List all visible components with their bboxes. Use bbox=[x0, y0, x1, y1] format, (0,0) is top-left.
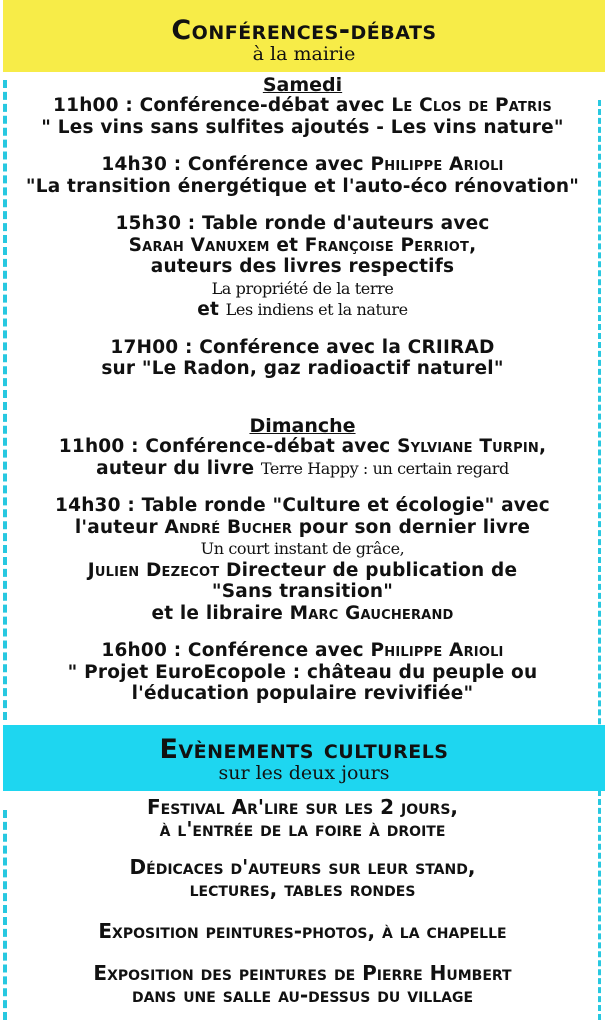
saturday-item-3 bbox=[20, 213, 585, 321]
connector-text: et bbox=[197, 299, 226, 320]
event-topic: sur "Le Radon, gaz radioactif naturel" bbox=[101, 358, 504, 379]
event-line bbox=[20, 560, 585, 582]
culture-banner bbox=[3, 725, 605, 791]
event-line: auteurs des livres respectifs bbox=[150, 256, 455, 277]
speaker-name: André Bucher bbox=[164, 516, 293, 538]
book-title: Les indiens et la nature bbox=[225, 300, 408, 319]
speaker-name: Françoise Perriot, bbox=[304, 234, 477, 256]
event-topic: " Projet EuroEcopole : château du peuple ou bbox=[67, 661, 538, 683]
saturday-section bbox=[20, 75, 585, 380]
event-time-text: 11h00 : Conférence-débat avec bbox=[58, 436, 398, 457]
event-line bbox=[20, 299, 585, 321]
culture-banner-title: Evènements culturels bbox=[159, 734, 449, 765]
header-subtitle: à la mairie bbox=[252, 43, 356, 65]
publication-name: "Sans transition" bbox=[211, 581, 394, 602]
event-line bbox=[20, 640, 585, 662]
event-line: 14h30 : Table ronde "Culture et écologie" avec bbox=[55, 495, 550, 516]
event-line: 17H00 : Conférence avec la CRIIRAD bbox=[110, 336, 495, 358]
right-dashed-border bbox=[598, 100, 604, 1020]
connector-text: Directeur de publication de bbox=[219, 559, 518, 581]
event-time-text: 14h30 : Conférence avec bbox=[101, 154, 371, 175]
saturday-item-1 bbox=[20, 95, 585, 138]
book-title: La propriété de la terre bbox=[211, 278, 394, 298]
speaker-name: Philippe Arioli bbox=[370, 154, 504, 175]
connector-text: pour son dernier livre bbox=[292, 516, 531, 538]
connector-text: et le libraire bbox=[151, 602, 290, 624]
speaker-name: Marc Gaucherand bbox=[289, 602, 454, 624]
speaker-name: Julien Dezecot bbox=[87, 559, 220, 581]
sunday-item-2 bbox=[20, 495, 585, 624]
book-title: Terre Happy : un certain regard bbox=[260, 458, 509, 478]
header-title: Conférences-débats bbox=[171, 15, 437, 46]
culture-line: dans une salle au-dessus du village bbox=[131, 983, 474, 1007]
culture-section bbox=[20, 796, 585, 1006]
connector-text: et bbox=[269, 234, 305, 256]
sunday-section bbox=[20, 416, 585, 705]
speaker-name: Sylviane Turpin, bbox=[397, 436, 547, 457]
event-line bbox=[20, 517, 585, 539]
event-topic: "La transition énergétique et l'auto-éco rénovation" bbox=[25, 175, 580, 197]
event-time-text: 16h00 : Conférence avec bbox=[101, 640, 371, 661]
sunday-day-heading: Dimanche bbox=[249, 415, 356, 437]
event-line: 15h30 : Table ronde d'auteurs avec bbox=[115, 213, 490, 234]
connector-text: l'auteur bbox=[74, 516, 165, 538]
event-topic: " Les vins sans sulfites ajoutés - Les vins nature" bbox=[41, 116, 564, 138]
culture-line: à l'entrée de la foire à droite bbox=[159, 817, 446, 841]
saturday-day-heading: Samedi bbox=[262, 74, 343, 96]
culture-line: Dédicaces d'auteurs sur leur stand, bbox=[129, 855, 476, 879]
culture-line: Exposition peintures-photos, à la chapelle bbox=[98, 919, 507, 943]
event-speakers bbox=[20, 235, 585, 257]
culture-banner-subtitle: sur les deux jours bbox=[218, 762, 390, 784]
header-banner bbox=[3, 0, 605, 72]
speaker-name: Sarah Vanuxem bbox=[128, 234, 270, 256]
event-topic: l'éducation populaire revivifiée" bbox=[131, 683, 474, 704]
culture-line: lectures, tables rondes bbox=[189, 877, 416, 901]
culture-line: Festival Ar'lire sur les 2 jours, bbox=[146, 795, 459, 819]
connector-text: auteur du livre bbox=[96, 457, 261, 479]
left-dashed-border-bottom bbox=[3, 810, 11, 1020]
saturday-item-2 bbox=[20, 154, 585, 197]
sunday-item-1 bbox=[20, 436, 585, 479]
event-line bbox=[20, 436, 585, 458]
event-time-text: 11h00 : Conférence-débat avec bbox=[53, 95, 392, 116]
culture-line: Exposition des peintures de Pierre Humbert bbox=[93, 961, 512, 985]
event-line bbox=[20, 458, 585, 480]
book-title: Un court instant de grâce, bbox=[200, 539, 405, 558]
left-dashed-border-top bbox=[3, 80, 11, 720]
sunday-item-3 bbox=[20, 640, 585, 705]
event-line bbox=[20, 603, 585, 625]
culture-item-1 bbox=[20, 796, 585, 840]
event-line bbox=[20, 154, 585, 176]
speaker-name: Philippe Arioli bbox=[370, 640, 504, 661]
event-line bbox=[20, 95, 585, 117]
speaker-name: Le Clos de Patris bbox=[391, 95, 552, 116]
culture-item-4 bbox=[20, 962, 585, 1006]
culture-item-3 bbox=[20, 920, 585, 942]
culture-item-2 bbox=[20, 856, 585, 900]
saturday-item-4 bbox=[20, 337, 585, 380]
